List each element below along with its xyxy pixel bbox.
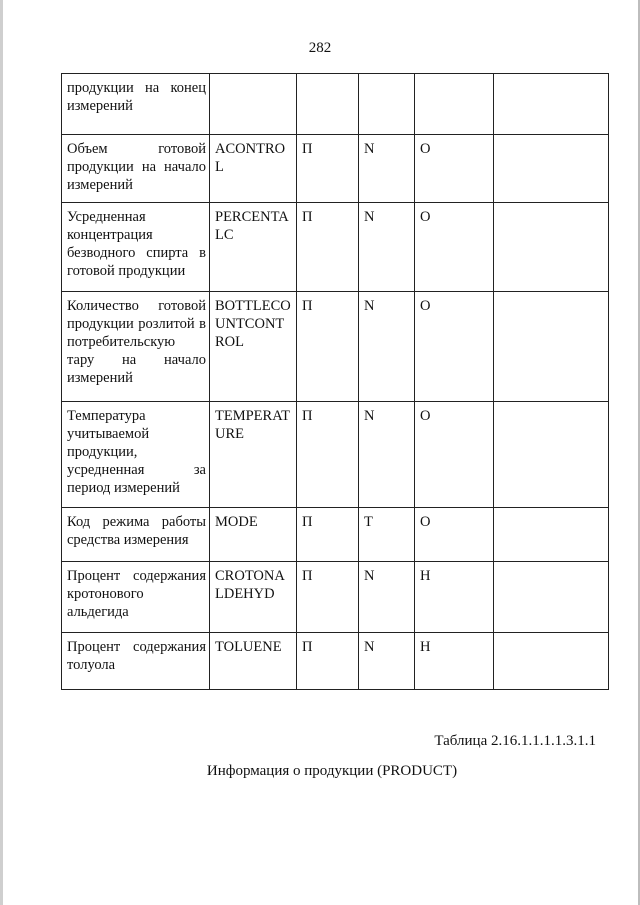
cell-note: [494, 74, 609, 135]
cell-name: Процент содержания толуола: [62, 633, 210, 690]
cell-name: Температура учитываемой продукции, усредненная за период измерений: [62, 402, 210, 508]
table-row: [62, 562, 609, 633]
cell-note: [494, 633, 609, 690]
table-row: [62, 135, 609, 203]
attributes-table: [61, 73, 609, 690]
cell-name: продукции на конец измерений: [62, 74, 210, 135]
table-row: [62, 402, 609, 508]
table-row: [62, 74, 609, 135]
table-row: [62, 292, 609, 402]
cell-code: PERCENTALC: [210, 203, 297, 292]
cell-note: [494, 508, 609, 562]
page-number: 282: [308, 40, 332, 56]
cell-required: Н: [415, 633, 494, 690]
cell-required: О: [415, 292, 494, 402]
cell-note: [494, 135, 609, 203]
cell-required: О: [415, 508, 494, 562]
cell-code: TOLUENE: [210, 633, 297, 690]
cell-required: Н: [415, 562, 494, 633]
table-row: [62, 633, 609, 690]
cell-name: Усредненная концентрация безводного спирта в готовой продукции: [62, 203, 210, 292]
cell-code: MODE: [210, 508, 297, 562]
cell-format: N: [359, 203, 415, 292]
cell-required: О: [415, 203, 494, 292]
cell-type: П: [297, 562, 359, 633]
cell-format: [359, 74, 415, 135]
cell-code: ACONTROL: [210, 135, 297, 203]
cell-note: [494, 402, 609, 508]
table-row: [62, 203, 609, 292]
table-reference: Таблица 2.16.1.1.1.1.3.1.1: [434, 733, 596, 749]
cell-name: Код режима работы средства измерения: [62, 508, 210, 562]
cell-format: N: [359, 402, 415, 508]
cell-type: П: [297, 292, 359, 402]
cell-type: П: [297, 633, 359, 690]
cell-code: BOTTLECOUNTCONTROL: [210, 292, 297, 402]
cell-type: [297, 74, 359, 135]
table-title: Информация о продукции (PRODUCT): [206, 763, 458, 779]
cell-format: N: [359, 135, 415, 203]
cell-code: TEMPERATURE: [210, 402, 297, 508]
cell-required: О: [415, 402, 494, 508]
cell-note: [494, 203, 609, 292]
cell-required: [415, 74, 494, 135]
cell-type: П: [297, 135, 359, 203]
cell-name: Количество готовой продукции розлитой в потребительскую тару на начало измерений: [62, 292, 210, 402]
cell-format: N: [359, 633, 415, 690]
cell-required: О: [415, 135, 494, 203]
cell-type: П: [297, 402, 359, 508]
cell-note: [494, 562, 609, 633]
cell-name: Процент содержания кротонового альдегида: [62, 562, 210, 633]
cell-name: Объем готовой продукции на начало измерений: [62, 135, 210, 203]
table-row: [62, 508, 609, 562]
cell-code: CROTONALDEHYD: [210, 562, 297, 633]
cell-type: П: [297, 203, 359, 292]
cell-type: П: [297, 508, 359, 562]
cell-format: T: [359, 508, 415, 562]
cell-code: [210, 74, 297, 135]
cell-format: N: [359, 292, 415, 402]
cell-note: [494, 292, 609, 402]
cell-format: N: [359, 562, 415, 633]
